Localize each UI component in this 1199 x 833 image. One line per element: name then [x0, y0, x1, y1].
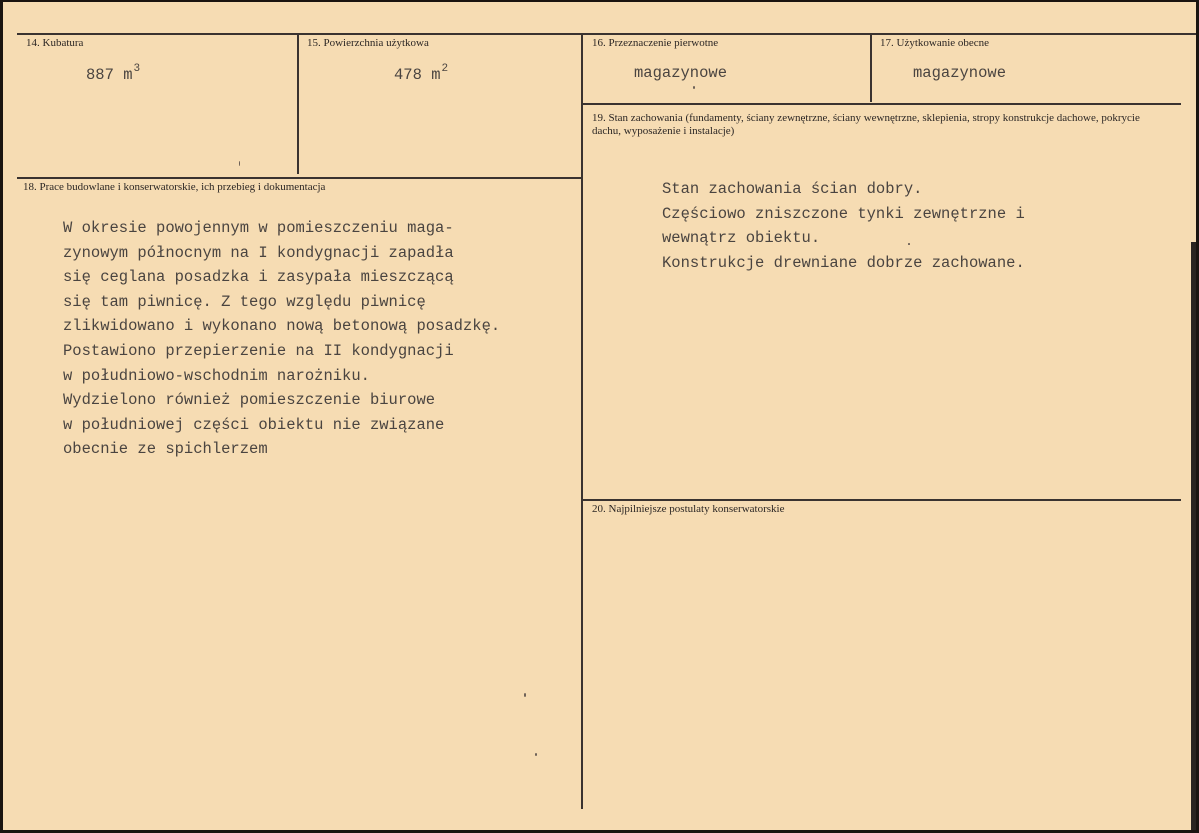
- field-20-label: 20. Najpilniejsze postulaty konserwatorskie: [592, 503, 785, 515]
- divider-14-15: [297, 35, 299, 174]
- text-line: obecnie ze spichlerzem: [63, 440, 268, 459]
- field-17-label: 17. Użytkowanie obecne: [880, 37, 990, 49]
- paper-speck: [908, 243, 910, 245]
- divider-16-17: [870, 35, 872, 102]
- text-line: zlikwidowano i wykonano nową betonową posadzkę.: [63, 317, 501, 336]
- field-18-label: 18. Prace budowlane i konserwatorskie, ich przebieg i dokumentacja: [23, 181, 326, 193]
- field-16-label: 16. Przeznaczenie pierwotne: [592, 37, 719, 49]
- cubature-exponent: 3: [133, 63, 141, 75]
- paper-speck: [524, 693, 526, 697]
- field-19-text: [662, 177, 1025, 275]
- rule-above-19: [582, 103, 1181, 105]
- field-15-label: 15. Powierzchnia użytkowa: [307, 37, 429, 49]
- text-line: Stan zachowania ścian dobry.: [662, 180, 923, 198]
- area-value: 478 m: [394, 66, 441, 84]
- text-line: wewnątrz obiektu.: [662, 229, 821, 248]
- text-line: Postawiono przepierzenie na II kondygnacji: [63, 341, 454, 360]
- text-line: Częściowo zniszczone tynki zewnętrzne i: [662, 204, 1025, 223]
- record-card: [3, 2, 1196, 830]
- text-line: w południowo-wschodnim narożniku.: [63, 366, 370, 385]
- top-rule: [17, 33, 1196, 35]
- area-exponent: 2: [441, 63, 449, 75]
- field-19-label: 19. Stan zachowania (fundamenty, ściany zewnętrzne, ściany wewnętrzne, sklepienia, stropy konstrukcje dachowe, pokrycie dachu, wyposażenie i instalacje): [592, 112, 1140, 137]
- field-14-label: 14. Kubatura: [26, 37, 84, 49]
- field-17-value: magazynowe: [913, 64, 1007, 82]
- field-16-value: magazynowe: [634, 64, 728, 82]
- text-line: się ceglana posadzka i zasypała mieszczącą: [63, 268, 454, 287]
- rule-above-20: [582, 499, 1181, 501]
- text-line: zynowym północnym na I kondygnacji zapadła: [63, 243, 454, 262]
- text-line: W okresie powojennym w pomieszczeniu maga-: [63, 219, 454, 237]
- right-edge: [1191, 242, 1196, 830]
- text-line: Konstrukcje drewniane dobrze zachowane.: [662, 253, 1025, 272]
- text-line: Wydzielono również pomieszczenie biurowe: [63, 391, 436, 410]
- text-line: w południowej części obiektu nie związane: [63, 415, 445, 434]
- field-18-text: [63, 216, 500, 462]
- paper-speck: [693, 86, 695, 89]
- text-line: się tam piwnicę. Z tego względu piwnicę: [63, 292, 426, 311]
- paper-speck: [239, 161, 240, 166]
- field-15-value: [394, 63, 448, 84]
- center-divider: [581, 35, 583, 809]
- cubature-value: 887 m: [86, 66, 133, 84]
- rule-above-18: [17, 177, 582, 179]
- field-14-value: [86, 63, 140, 84]
- paper-speck: [535, 753, 537, 756]
